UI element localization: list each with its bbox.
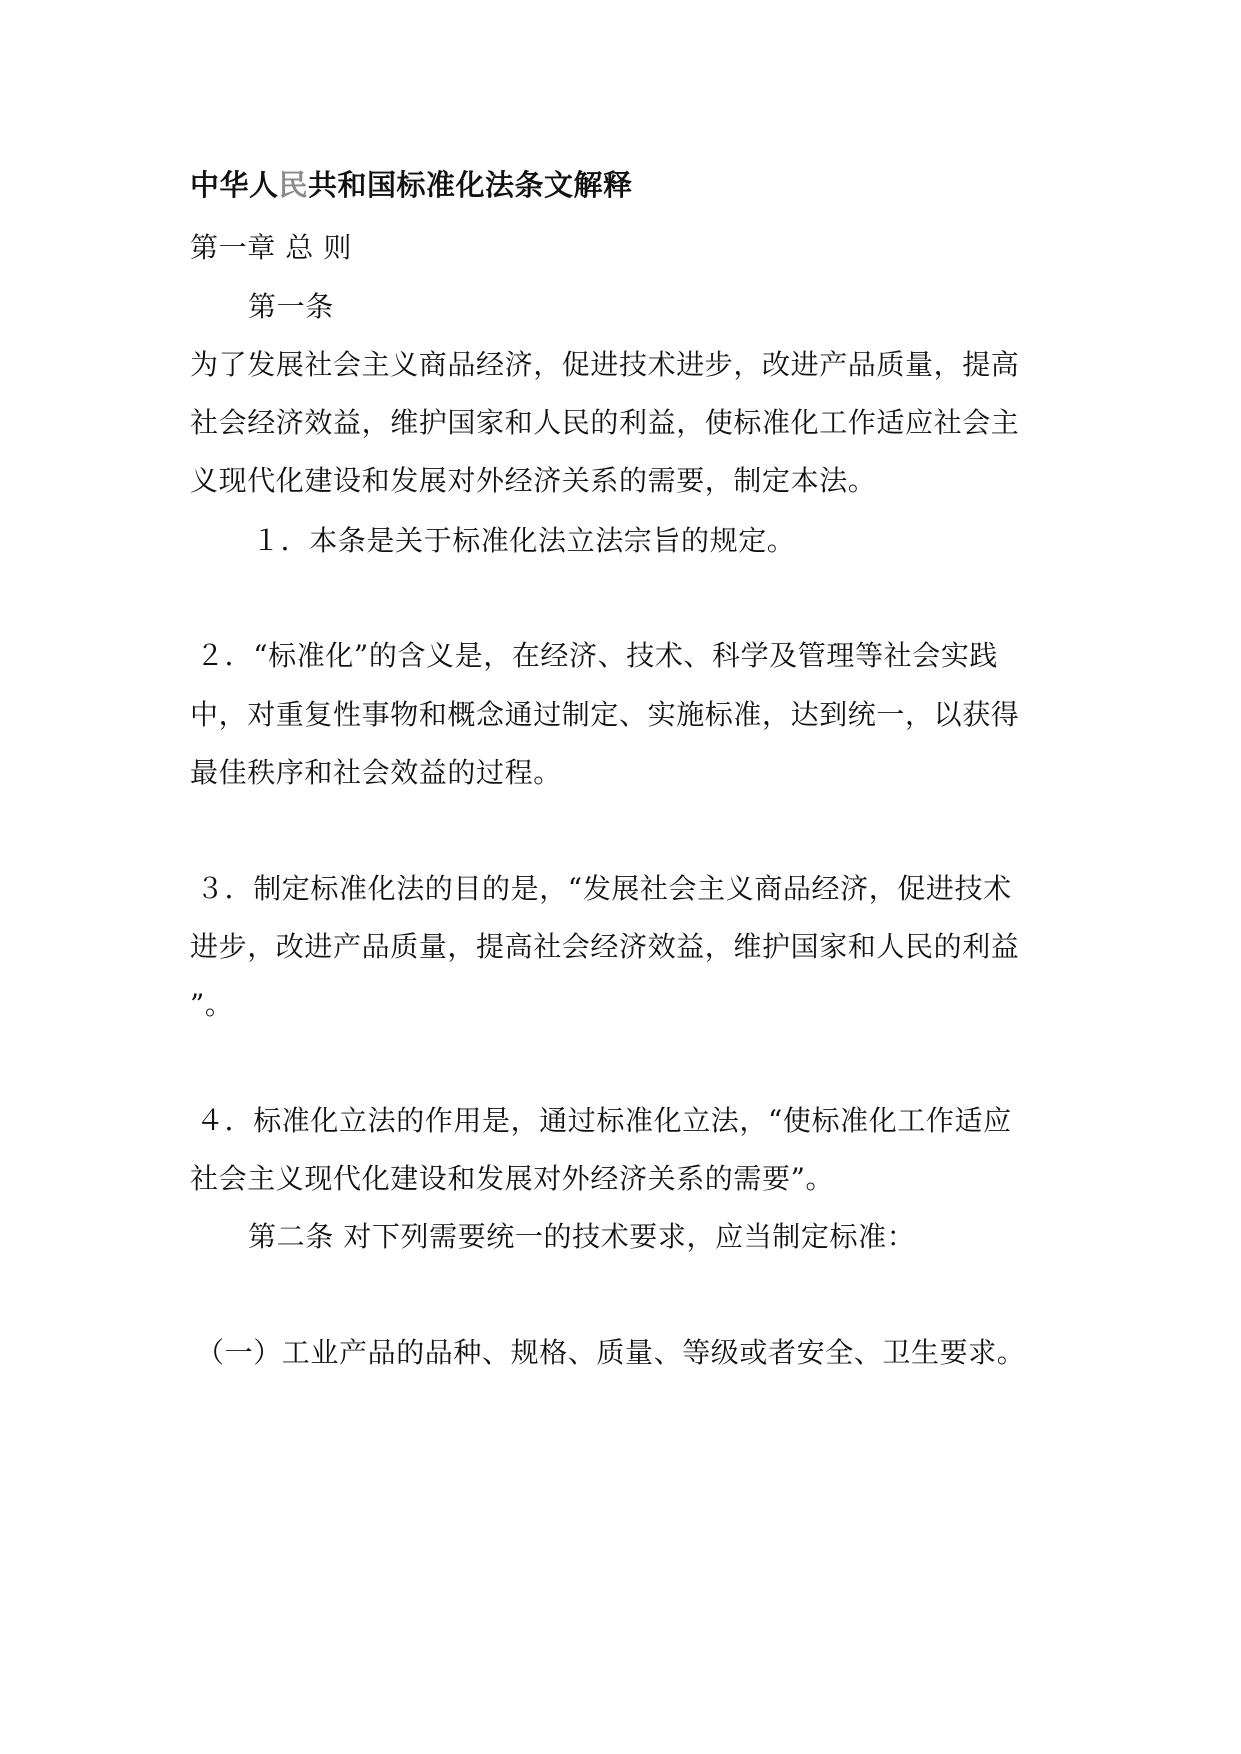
note-2-line-1: ２．“标准化”的含义是，在经济、技术、科学及管理等社会实践 xyxy=(196,639,999,672)
document-title xyxy=(190,165,1070,205)
chapter-heading: 第一章 总 则 xyxy=(190,231,353,264)
note-3-line-1: ３．制定标准化法的目的是，“发展社会主义商品经济，促进技术 xyxy=(196,872,1012,905)
title-part-1: 中华人 xyxy=(190,168,279,202)
article-1-heading: 第一条 xyxy=(248,290,334,323)
note-3-line-3: ”。 xyxy=(190,988,234,1021)
note-3-line-2: 进步，改进产品质量，提高社会经济效益，维护国家和人民的利益 xyxy=(190,930,1020,963)
note-4-line-2: 社会主义现代化建设和发展对外经济关系的需要”。 xyxy=(190,1162,835,1195)
article-1-line-3: 义现代化建设和发展对外经济关系的需要，制定本法。 xyxy=(190,464,877,497)
article-1-line-2: 社会经济效益，维护国家和人民的利益，使标准化工作适应社会主 xyxy=(190,406,1020,439)
title-part-2-faded: 民 xyxy=(278,168,309,202)
note-1-line-1: １．本条是关于标准化法立法宗旨的规定。 xyxy=(252,524,796,557)
article-2-heading: 第二条 对下列需要统一的技术要求，应当制定标准： xyxy=(248,1220,916,1253)
note-4-line-1: ４．标准化立法的作用是，通过标准化立法，“使标准化工作适应 xyxy=(196,1104,1012,1137)
title-part-3: 共和国标准化法条文解释 xyxy=(308,168,633,202)
article-1-line-1: 为了发展社会主义商品经济，促进技术进步，改进产品质量，提高 xyxy=(190,348,1020,381)
note-2-line-2: 中，对重复性事物和概念通过制定、实施标准，达到统一，以获得 xyxy=(190,698,1020,731)
note-2-line-3: 最佳秩序和社会效益的过程。 xyxy=(190,756,562,789)
article-2-item-1: （一）工业产品的品种、规格、质量、等级或者安全、卫生要求。 xyxy=(196,1336,1026,1369)
